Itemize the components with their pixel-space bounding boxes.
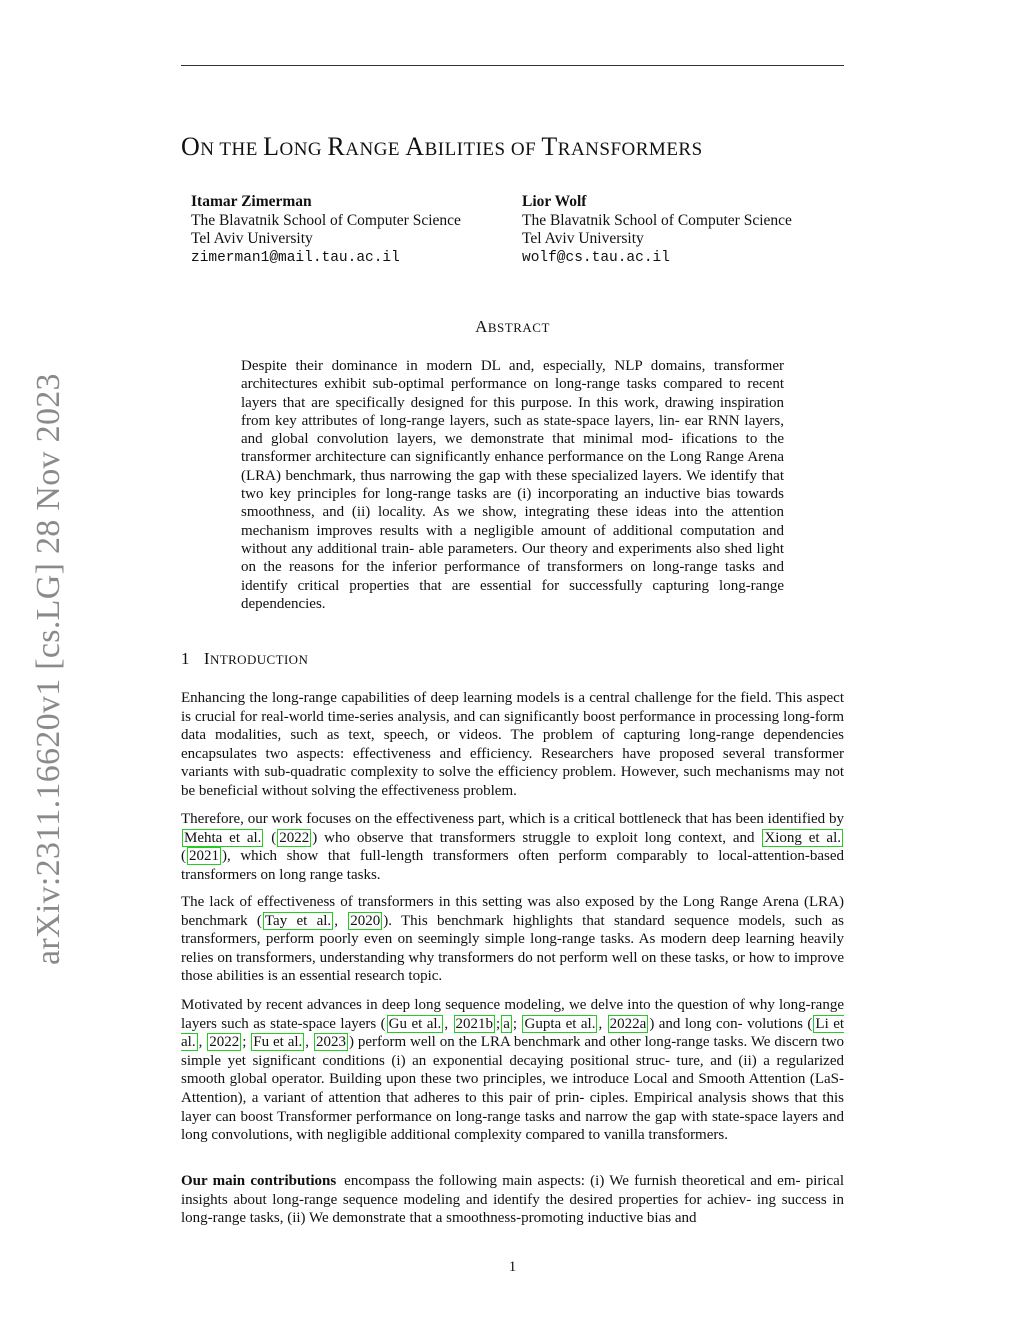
section-title-cap: I (203, 649, 210, 668)
author-email[interactable]: wolf@cs.tau.ac.il (522, 249, 670, 266)
citation-link[interactable]: 2023 (315, 1034, 346, 1051)
title-rest: ONG (279, 139, 328, 160)
paragraph-text: ; (512, 1015, 522, 1032)
author-name: Itamar Zimerman (191, 193, 312, 210)
paragraph-text: ), which show that full-length transformers often perform comparably to local-attention-based transformers on long range tasks. (181, 848, 844, 883)
author-affiliation: The Blavatnik School of Computer Science (522, 211, 792, 229)
paragraph-text: ) who observe that transformers struggle to exploit long context, and (312, 829, 762, 846)
title-rest: RANSFORMERS (557, 139, 703, 160)
section-number: 1 (181, 649, 190, 668)
section-title-rest: NTRODUCTION (209, 652, 309, 667)
citation-link[interactable]: Mehta et al. (184, 829, 262, 846)
arxiv-identifier-stamp: arXiv:2311.16620v1 [cs.LG] 28 Nov 2023 (30, 373, 67, 965)
citation-link[interactable]: 2022 (209, 1034, 240, 1051)
paragraph-text: ) perform well on the LRA benchmark and other long-range tasks. We discern two simple yet significant conditions (i) an exponential decaying positional struc- ture, and (ii) a regularized smooth global operator. Building upon these two principles, we introduce Local and Smooth Attention (LaS-Attention), a variant of attention that adheres to this pair of prin- ciples. Empirical analysis shows that this layer can boost Transformer performance on long-range tasks and narrow the gap with state-space layers and long convolutions, with negligible additional complexity compared to vanilla transformers. (181, 1034, 845, 1144)
title-rest: ANGE (345, 139, 406, 160)
paragraph-text: , (444, 1015, 453, 1032)
citation-link[interactable]: Xiong et al. (764, 829, 841, 846)
citation-link[interactable]: Gu et al. (388, 1015, 442, 1032)
page-number: 1 (508, 1259, 517, 1275)
intro-paragraph-4 (181, 996, 844, 1145)
title-cap: R (327, 132, 346, 161)
paragraph-text: ) and long con- volutions ( (649, 1015, 813, 1032)
citation-link[interactable]: Gupta et al. (524, 1015, 596, 1032)
citation-link[interactable]: Tay et al. (264, 912, 332, 929)
paper-title (181, 132, 844, 162)
paragraph-text: ( (264, 829, 277, 846)
citation-link[interactable]: Li et al. (181, 1015, 845, 1051)
title-cap: L (263, 132, 280, 161)
author-email[interactable]: zimerman1@mail.tau.ac.il (191, 249, 400, 266)
author-block-zimerman (191, 193, 461, 267)
author-block-wolf (522, 193, 792, 267)
paragraph-text: , (334, 912, 348, 929)
abstract-heading (181, 317, 844, 337)
intro-paragraph-contributions (181, 1172, 844, 1228)
citation-link[interactable]: 2021b (455, 1015, 494, 1032)
paragraph-text: , (198, 1034, 207, 1051)
intro-paragraph-3 (181, 893, 844, 986)
abstract-heading-rest: BSTRACT (487, 320, 550, 335)
abstract-text: Despite their dominance in modern DL and, especially, NLP domains, transformer architectures exhibit sub-optimal performance on long-range tasks compared to recent layers that are specifically designed for this purpose. In this work, drawing inspiration from key attributes of long-range layers, such as state-space layers, lin- ear RNN layers, and global convolution layers, we demonstrate that minimal mod- ifications to the transformer architecture can significantly enhance performance on the Long Range Arena (LRA) benchmark, thus narrowing the gap with these specialized layers. We identify that two key principles for long-range tasks are (i) incorporating an inductive bias towards smoothness, and (ii) locality. As we show, integrating these ideas into the attention mechanism improves results with a negligible amount of additional computation and without any additional train- able parameters. Our theory and experiments also shed light on the reasons for the inferior performance of transformers on long-range tasks and identify critical properties that are essential for successfully capturing long-range dependencies. (241, 358, 784, 612)
citation-link[interactable]: 2020 (350, 912, 381, 929)
title-cap: T (541, 132, 558, 161)
abstract-heading-cap: A (475, 317, 488, 336)
paragraph-text: , (598, 1015, 607, 1032)
title-rest: BILITIES OF (424, 139, 542, 160)
author-university: Tel Aviv University (191, 230, 313, 248)
paragraph-text: ). This benchmark highlights that standard sequence models, such as transformers, perform poorly even on seemingly simple long-range tasks. As modern deep learning heavily relies on transformers, understanding why transformers do not perform well on these tasks, or how to improve those abilities is an essential research topic. (181, 912, 844, 985)
intro-paragraph-2 (181, 810, 844, 884)
paragraph-text: ; (242, 1034, 251, 1051)
paragraph-text: encompass the following main aspects: (i) We furnish theoretical and em- pirical insights about long-range sequence modeling and identify the desired properties for achiev- ing success in long-range tasks, (ii) We demonstrate that a smoothness-promoting inductive bias and (181, 1173, 845, 1227)
title-cap: O (181, 132, 201, 161)
paragraph-text: ; (496, 1015, 501, 1032)
paragraph-text: The lack of effectiveness of transformers in this setting was also exposed by the Long Range Arena (LRA) benchmark ( (181, 894, 844, 929)
contributions-lead: Our main contributions (181, 1173, 337, 1189)
top-rule (181, 65, 844, 66)
paragraph-text: Therefore, our work focuses on the effectiveness part, which is a critical bottleneck that has been identified by (181, 811, 844, 827)
paragraph-text: ( (181, 848, 186, 865)
author-affiliation: The Blavatnik School of Computer Science (191, 211, 461, 229)
paragraph-text: Motivated by recent advances in deep long sequence modeling, we delve into the question of why long-range layers such as state-space layers ( (181, 997, 844, 1032)
citation-link[interactable]: 2022 (279, 829, 310, 846)
author-name: Lior Wolf (522, 193, 587, 210)
title-cap: A (405, 132, 425, 161)
citation-link[interactable]: 2021 (189, 848, 219, 865)
author-university: Tel Aviv University (522, 230, 644, 248)
section-heading-introduction (181, 649, 308, 669)
intro-paragraph-1: Enhancing the long-range capabilities of deep learning models is a central challenge for the field. This aspect is crucial for real-world time-series analysis, and can significantly boost performance in processing long-form data modalities, such as text, speech, or videos. The problem of capturing long-range dependencies encapsulates two aspects: effectiveness and efficiency. Researchers have proposed several transformer variants with sub-quadratic complexity to solve the efficiency problem. However, such mechanisms may not be beneficial without solving the effectiveness problem. (181, 690, 844, 799)
citation-link[interactable]: Fu et al. (253, 1034, 303, 1051)
citation-link[interactable]: a (503, 1015, 510, 1032)
title-rest: N THE (200, 139, 264, 160)
paragraph-text: , (305, 1034, 313, 1051)
citation-link[interactable]: 2022a (609, 1015, 647, 1032)
